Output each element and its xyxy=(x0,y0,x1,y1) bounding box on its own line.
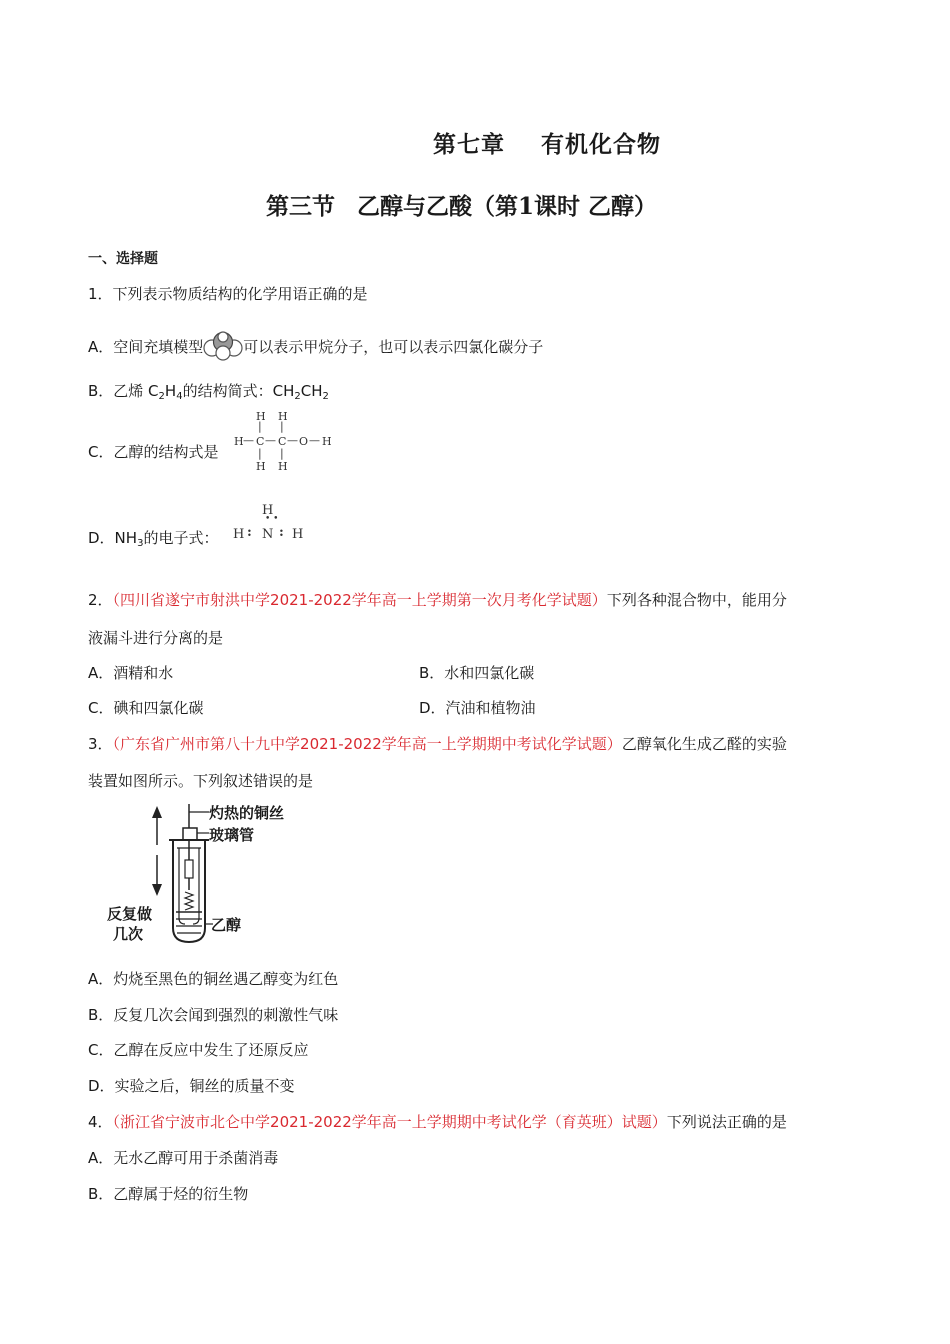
apparatus-figure xyxy=(105,800,310,950)
q2-stem-line1: 2．（四川省遂宁市射洪中学2021-2022学年高一上学期第一次月考化学试题）下列各种混合物中，能用分 xyxy=(88,591,787,609)
label-glass-tube: 玻璃管 xyxy=(209,826,255,844)
space-filling-model-icon xyxy=(203,331,243,361)
q2-option-c: C．碘和四氯化碳 xyxy=(88,699,204,717)
label-repeat-2: 几次 xyxy=(113,925,144,943)
q1-a-prefix: A．空间充填模型 xyxy=(88,338,204,356)
q2-option-a: A．酒精和水 xyxy=(88,664,174,682)
q4-option-a: A．无水乙醇可用于杀菌消毒 xyxy=(88,1149,279,1167)
chapter-number: 第七章 xyxy=(433,131,505,158)
label-hot-copper-wire: 灼热的铜丝 xyxy=(209,804,285,822)
section-name: 乙醇与乙酸（第1课时 乙醇） xyxy=(357,193,658,220)
q2-option-d: D．汽油和植物油 xyxy=(419,699,536,717)
ammonia-electron-formula: H • • H : N : H xyxy=(233,503,304,542)
q4-stem: 4．（浙江省宁波市北仑中学2021-2022学年高一上学期期中考试化学（育英班）试题）下列说法正确的是 xyxy=(88,1113,787,1131)
q3-stem-line2: 装置如图所示。下列叙述错误的是 xyxy=(88,772,314,790)
ethanol-structural-formula: H H | | H — C — C — O — H | | H H xyxy=(234,410,332,473)
label-ethanol: 乙醇 xyxy=(211,916,242,934)
q1-option-c: C．乙醇的结构式是 xyxy=(88,443,219,461)
q2-option-b: B．水和四氯化碳 xyxy=(419,664,535,682)
q1-option-d: D．$NH_3$的电子式： xyxy=(88,529,219,549)
q4-option-b: B．乙醇属于烃的衍生物 xyxy=(88,1185,249,1203)
chapter-name: 有机化合物 xyxy=(541,131,661,158)
q3-option-d: D．实验之后，铜丝的质量不变 xyxy=(88,1077,295,1095)
q4-source: （浙江省宁波市北仑中学2021-2022学年高一上学期期中考试化学（育英班）试题） xyxy=(112,1113,667,1131)
part-heading: 一、选择题 xyxy=(88,251,158,267)
q2-stem-line2: 液漏斗进行分离的是 xyxy=(88,629,224,647)
q1-a-suffix: 可以表示甲烷分子，也可以表示四氯化碳分子 xyxy=(243,338,544,356)
section-title xyxy=(266,188,657,221)
q1-option-a xyxy=(88,331,543,361)
q1-option-b: B．乙烯 $C_2H_4$的结构简式：$CH_2CH_2$ xyxy=(88,382,329,402)
q3-source: （广东省广州市第八十九中学2021-2022学年高一上学期期中考试化学试题） xyxy=(112,735,622,753)
q1-stem: 1．下列表示物质结构的化学用语正确的是 xyxy=(88,285,368,303)
q3-option-a: A．灼烧至黑色的铜丝遇乙醇变为红色 xyxy=(88,970,339,988)
chapter-title xyxy=(433,126,661,159)
q3-option-c: C．乙醇在反应中发生了还原反应 xyxy=(88,1041,309,1059)
q3-option-b: B．反复几次会闻到强烈的刺激性气味 xyxy=(88,1006,339,1024)
q3-stem-line1: 3．（广东省广州市第八十九中学2021-2022学年高一上学期期中考试化学试题）乙醇氧化生成乙醛的实验 xyxy=(88,735,787,753)
label-repeat-1: 反复做 xyxy=(107,905,153,923)
section-number: 第三节 xyxy=(266,193,335,220)
q2-source: （四川省遂宁市射洪中学2021-2022学年高一上学期第一次月考化学试题） xyxy=(112,591,607,609)
